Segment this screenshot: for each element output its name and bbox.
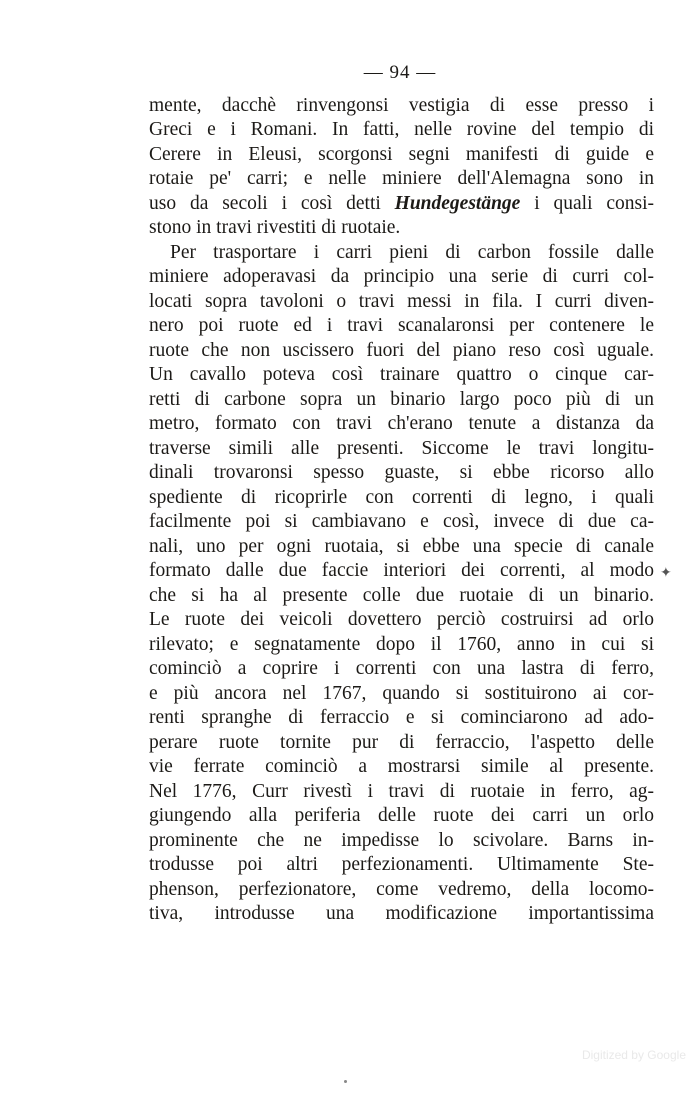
text-line: metro, formato con travi ch'erano tenute a distanza da [149, 413, 654, 434]
text-line: miniere adoperavasi da principio una serie di curri col- [149, 266, 654, 287]
text-line: formato dalle due faccie interiori dei correnti, al modo [149, 560, 654, 581]
text-line: Nel 1776, Curr rivestì i travi di ruotaie in ferro, ag- [149, 781, 654, 802]
text-line: tiva, introdusse una modificazione importantissima [149, 903, 654, 924]
text-line: perare ruote tornite pur di ferraccio, l'aspetto delle [149, 732, 654, 753]
margin-mark: ✦ [660, 566, 672, 581]
text-line: trodusse poi altri perfezionamenti. Ultimamente Ste- [149, 854, 654, 875]
text-line: Cerere in Eleusi, scorgonsi segni manifesti di guide e [149, 144, 654, 165]
page-number: — 94 — [363, 62, 437, 83]
text-line: spediente di ricoprirle con correnti di legno, i quali [149, 487, 654, 508]
text-line: prominente che ne impedisse lo scivolare. Barns in- [149, 830, 654, 851]
text-line: retti di carbone sopra un binario largo poco più di un [149, 389, 654, 410]
text-line: phenson, perfezionatore, come vedremo, della locomo- [149, 879, 654, 900]
text-line: che si ha al presente colle due ruotaie di un binario. [149, 585, 654, 606]
text-line: ruote che non uscissero fuori del piano reso così uguale. [149, 340, 654, 361]
paragraph-start-line: Per trasportare i carri pieni di carbon fossile dalle [170, 242, 654, 263]
text-line: stono in travi rivestiti di ruotaie. [149, 217, 401, 238]
text-line: Un cavallo poteva così trainare quattro o cinque car- [149, 364, 654, 385]
text-line: Le ruote dei veicoli dovettero perciò costruirsi ad orlo [149, 609, 654, 630]
text-line: vie ferrate cominciò a mostrarsi simile al presente. [149, 756, 654, 777]
text-line-with-italic [149, 192, 654, 216]
text-line: Greci e i Romani. In fatti, nelle rovine del tempio di [149, 119, 654, 140]
text-line: rilevato; e segnatamente dopo il 1760, anno in cui si [149, 634, 654, 655]
text-line: nali, uno per ogni ruotaia, si ebbe una specie di canale [149, 536, 654, 557]
text-line: giungendo alla periferia delle ruote dei carri un orlo [149, 805, 654, 826]
scan-watermark: Digitized by Google [581, 1048, 686, 1062]
page-speck [344, 1080, 347, 1083]
text-line: dinali trovaronsi spesso guaste, si ebbe ricorso allo [149, 462, 654, 483]
text-fragment: uso da secoli i così detti [149, 193, 381, 214]
text-fragment: i quali consi- [534, 193, 655, 214]
italic-term: Hundegestänge [394, 193, 521, 214]
text-line: mente, dacchè rinvengonsi vestigia di esse presso i [149, 95, 654, 116]
text-line: e più ancora nel 1767, quando si sostituirono ai cor- [149, 683, 654, 704]
text-line: cominciò a coprire i correnti con una lastra di ferro, [149, 658, 654, 679]
text-line: traverse simili alle presenti. Siccome le travi longitu- [149, 438, 654, 459]
text-line: rotaie pe' carri; e nelle miniere dell'Alemagna sono in [149, 168, 654, 189]
text-line: nero poi ruote ed i travi scanalaronsi per contenere le [149, 315, 654, 336]
text-line: renti spranghe di ferraccio e si cominciarono ad ado- [149, 707, 654, 728]
text-line: locati sopra tavoloni o travi messi in fila. I curri diven- [149, 291, 654, 312]
text-line: facilmente poi si cambiavano e così, invece di due ca- [149, 511, 654, 532]
